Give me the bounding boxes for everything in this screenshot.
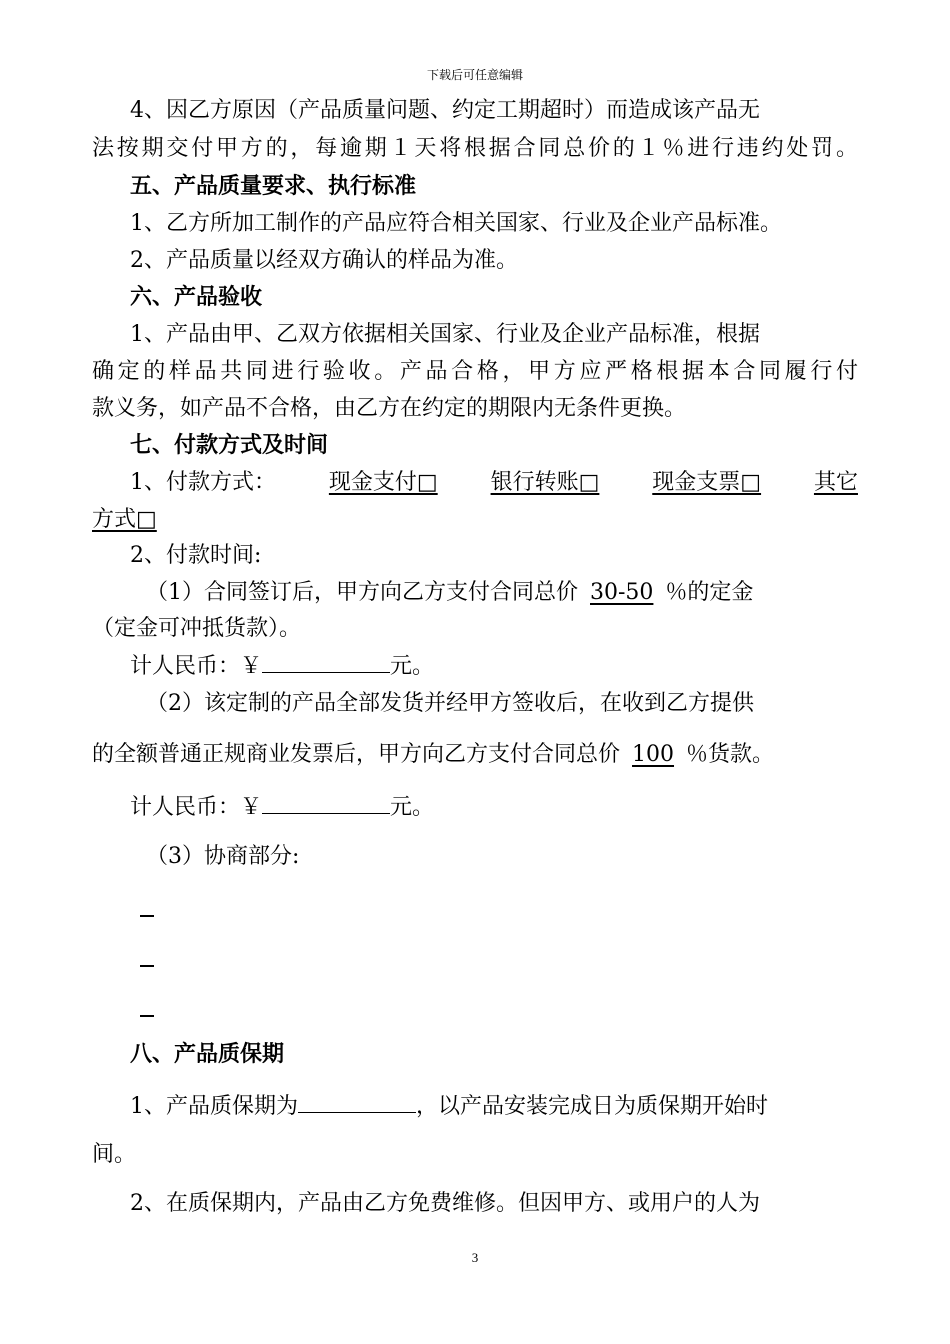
payment-method-row bbox=[130, 468, 858, 498]
payment-time-1-text: （1）合同签订后，甲方向乙方支付合同总价 bbox=[146, 580, 578, 605]
payment-time-2-line-1: （2）该定制的产品全部发货并经甲方签收后，在收到乙方提供 bbox=[146, 691, 754, 716]
payment-time-label: 2、付款时间: bbox=[130, 543, 262, 568]
yuan-label: 元。 bbox=[390, 795, 435, 820]
section-8-title: 八、产品质保期 bbox=[130, 1042, 285, 1067]
warranty-suffix: ，以产品安装完成日为质保期开始时 bbox=[416, 1094, 769, 1119]
payment-time-2-suffix: ％货款。 bbox=[686, 742, 775, 767]
negotiation-line-1 bbox=[140, 915, 154, 917]
negotiation-line-3 bbox=[140, 1015, 154, 1017]
page-number: 3 bbox=[471, 1250, 479, 1265]
negotiation-line-2 bbox=[140, 965, 154, 967]
section-6-line-3: 款义务，如产品不合格，由乙方在约定的期限内无条件更换。 bbox=[92, 396, 687, 421]
rmb-label: 计人民币：￥ bbox=[130, 795, 263, 820]
payment-time-2-text: 的全额普通正规商业发票后，甲方向乙方支付合同总价 bbox=[92, 742, 621, 767]
section-5-item-1: 1、乙方所加工制作的产品应符合相关国家、行业及企业产品标准。 bbox=[130, 211, 782, 236]
amount-blank-1 bbox=[262, 650, 390, 673]
payment-option-cash: 现金支付□ bbox=[328, 470, 438, 495]
payment-method-label: 1、付款方式： bbox=[130, 470, 276, 495]
section-7-title: 七、付款方式及时间 bbox=[130, 433, 329, 458]
rmb-label: 计人民币：￥ bbox=[130, 654, 263, 679]
page-header: 下载后可任意编辑 bbox=[426, 68, 523, 82]
payment-percent: 100 bbox=[632, 742, 675, 767]
deposit-percent: 30-50 bbox=[590, 580, 654, 605]
payment-option-check: 现金支票□ bbox=[652, 470, 762, 495]
section-6-title: 六、产品验收 bbox=[130, 285, 263, 310]
section-5-title: 五、产品质量要求、执行标准 bbox=[130, 174, 417, 199]
rmb-amount-1 bbox=[130, 650, 434, 682]
section-8-item-2: 2、在质保期内，产品由乙方免费维修。但因甲方、或用户的人为 bbox=[130, 1191, 760, 1216]
yuan-label: 元。 bbox=[390, 654, 435, 679]
payment-time-1-line-1 bbox=[146, 578, 753, 608]
rmb-amount-2 bbox=[130, 791, 434, 823]
payment-time-1-line-2: （定金可冲抵货款）。 bbox=[92, 616, 302, 641]
payment-time-1-suffix: ％的定金 bbox=[665, 580, 754, 605]
section-6-line-2: 确定的样品共同进行验收。产品合格，甲方应严格根据本合同履行付 bbox=[92, 359, 858, 384]
section-8-item-1-cont: 间。 bbox=[92, 1142, 137, 1167]
section-5-item-2: 2、产品质量以经双方确认的样品为准。 bbox=[130, 248, 518, 273]
clause-4-line-1: 4、因乙方原因（产品质量问题、约定工期超时）而造成该产品无 bbox=[130, 98, 760, 123]
section-6-line-1: 1、产品由甲、乙双方依据相关国家、行业及企业产品标准，根据 bbox=[130, 322, 760, 347]
amount-blank-2 bbox=[262, 791, 390, 814]
clause-4-line-2: 法按期交付甲方的，每逾期１天将根据合同总价的１％进行违约处罚。 bbox=[92, 136, 858, 161]
payment-option-other-cont: 方式□ bbox=[92, 507, 157, 532]
payment-time-3: （3）协商部分: bbox=[146, 844, 300, 869]
payment-option-bank-transfer: 银行转账□ bbox=[490, 470, 600, 495]
warranty-period-blank bbox=[298, 1090, 416, 1113]
warranty-label: 1、产品质保期为 bbox=[130, 1094, 298, 1119]
payment-option-other: 其它 bbox=[813, 470, 858, 495]
payment-time-2-line-2 bbox=[92, 740, 774, 770]
section-8-item-1 bbox=[130, 1090, 768, 1122]
